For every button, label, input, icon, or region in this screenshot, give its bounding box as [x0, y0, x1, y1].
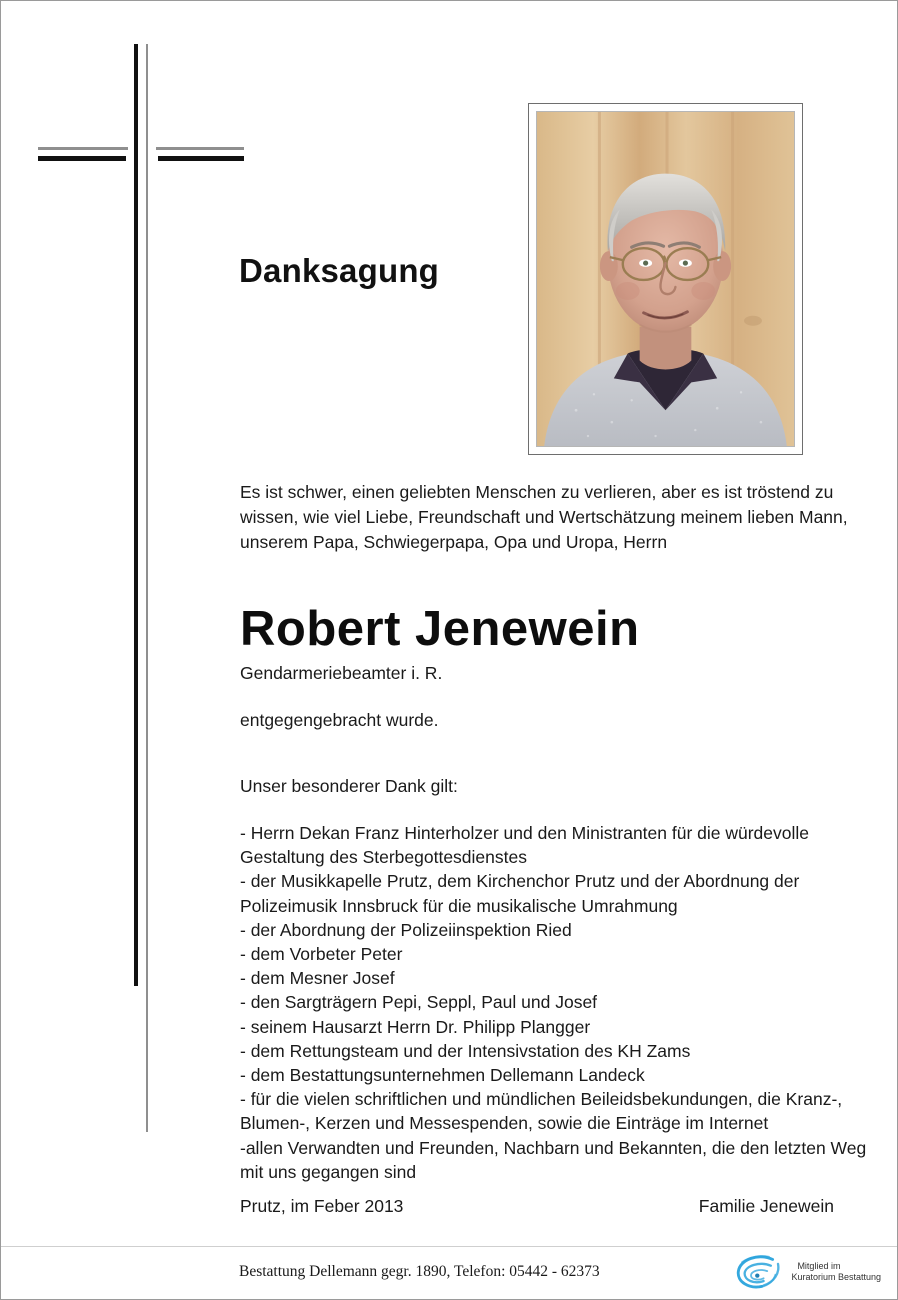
thanks-item: - dem Bestattungsunternehmen Dellemann Landeck: [240, 1065, 645, 1086]
footer-funeral-home-info: Bestattung Dellemann gegr. 1890, Telefon: 05442 - 62373: [239, 1263, 600, 1280]
cross-icon: [1, 1, 271, 1181]
thanks-item: -allen Verwandten und Freunden, Nachbarn und Bekannten, die den letzten Weg mit uns gegangen sind: [240, 1137, 867, 1182]
signature-place-date: Prutz, im Feber 2013: [240, 1196, 404, 1216]
thanks-item: - dem Vorbeter Peter: [240, 944, 403, 965]
cross-vertical-gray-line: [146, 44, 148, 1132]
portrait-illustration: [537, 112, 794, 446]
deceased-occupation: Gendarmeriebeamter i. R.: [240, 663, 443, 683]
thanks-item: - der Musikkapelle Prutz, dem Kirchenchor Prutz und der Abordnung der Polizeimusik Innsbruck für die musikalische Umrahmung: [240, 871, 800, 916]
deceased-name: Robert Jenewein: [240, 602, 640, 656]
page-title: Danksagung: [239, 252, 440, 289]
intro-paragraph: Es ist schwer, einen geliebten Menschen zu verlieren, aber es ist tröstend zu wissen, wie viel Liebe, Freundschaft und Wertschätzung meinem lieben Mann, unserem Papa, Schwiegerpapa, Opa und Uropa, Herrn: [240, 482, 848, 552]
intro-continuation: entgegengebracht wurde.: [240, 710, 439, 730]
swirl-icon: [733, 1251, 787, 1293]
footer: [1, 1246, 897, 1299]
cross-horizontal-gray-left: [38, 147, 128, 150]
portrait-photo-frame: [528, 103, 803, 455]
thanks-item: - seinem Hausarzt Herrn Dr. Philipp Plangger: [240, 1016, 591, 1037]
thanks-item: - dem Mesner Josef: [240, 968, 395, 989]
thanks-item: - dem Rettungsteam und der Intensivstation des KH Zams: [240, 1040, 691, 1061]
kuratorium-logo-text: [791, 1261, 881, 1284]
cross-horizontal-gray-right: [156, 147, 244, 150]
cross-horizontal-black-left: [38, 156, 126, 161]
cross-vertical-black-line: [134, 44, 138, 986]
thanks-item: - den Sargträgern Pepi, Seppl, Paul und Josef: [240, 992, 598, 1013]
signature-row: [240, 1196, 840, 1217]
kuratorium-line-2: Kuratorium Bestattung: [791, 1272, 881, 1282]
thanks-list: [240, 821, 868, 1184]
thanks-item: - der Abordnung der Polizeiinspektion Ried: [240, 919, 572, 940]
thanks-item: - Herrn Dekan Franz Hinterholzer und den Ministranten für die würdevolle Gestaltung des Sterbegottesdienstes: [240, 823, 810, 868]
signature-family: Familie Jenewein: [698, 1196, 834, 1216]
thanks-item: - für die vielen schriftlichen und mündlichen Beileidsbekundungen, die Kranz-, Blumen-, Kerzen und Messespenden, sowie die Einträge im Internet: [240, 1089, 843, 1134]
portrait-photo: [536, 111, 795, 447]
cross-horizontal-black-right: [158, 156, 244, 161]
thanks-lead: Unser besonderer Dank gilt:: [240, 776, 458, 796]
kuratorium-logo: [733, 1251, 881, 1293]
kuratorium-line-1: Mitglied im: [797, 1260, 841, 1271]
